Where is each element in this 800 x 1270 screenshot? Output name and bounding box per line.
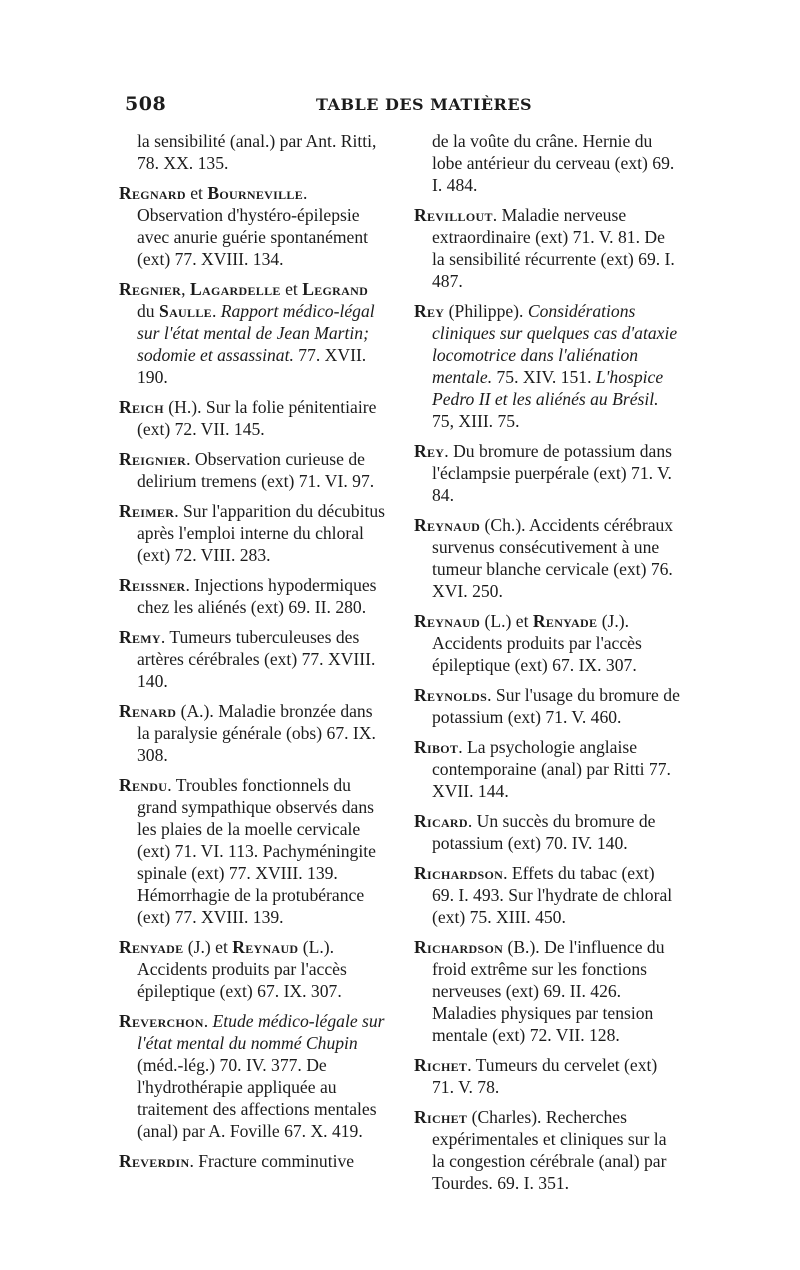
author-name: Regnard xyxy=(119,183,186,203)
author-name: Reynaud xyxy=(414,515,481,535)
index-entry xyxy=(119,130,389,174)
work-title: Considérations cliniques sur quelques cas d'ataxie locomotrice dans l'aliénation mentale. xyxy=(432,301,678,387)
author-name: Renyade xyxy=(119,937,184,957)
index-entry xyxy=(119,448,389,492)
index-entry xyxy=(414,514,680,602)
entry-text: (méd.-lég.) 70. IV. 377. De l'hydrothérapie appliquée au traitement des affections mentales (anal) par A. Foville 67. X. 419. xyxy=(137,1055,377,1141)
entry-text: et xyxy=(185,183,208,203)
entry-text: . Fracture comminutive xyxy=(189,1151,355,1171)
author-name: Bourneville xyxy=(207,183,304,203)
index-entry xyxy=(414,440,680,506)
index-entry xyxy=(119,774,389,928)
entry-text: de la voûte du crâne. Hernie du lobe antérieur du cerveau (ext) 69. I. 484. xyxy=(432,131,675,195)
entry-text: (Charles). Recherches expérimentales et cliniques sur la la congestion cérébrale (anal) par Tourdes. 69. I. 351. xyxy=(432,1107,667,1193)
entry-text: 75, XIII. 75. xyxy=(432,411,520,431)
left-column xyxy=(119,130,389,1180)
author-name: Renyade xyxy=(532,611,598,631)
author-name: Richardson xyxy=(414,863,504,883)
entry-text: (H.). Sur la folie pénitentiaire (ext) 72. VII. 145. xyxy=(137,397,377,439)
index-entry xyxy=(119,936,389,1002)
author-name: Revillout xyxy=(414,205,493,225)
author-name: Rendu xyxy=(119,775,168,795)
entry-text: (A.). Maladie bronzée dans la paralysie générale (obs) 67. IX. 308. xyxy=(137,701,376,765)
work-title: Etude médico-légale sur l'état mental du nommé Chupin xyxy=(137,1011,385,1053)
author-name: Reissner xyxy=(119,575,186,595)
entry-text: . Tumeurs tuberculeuses des artères cérébrales (ext) 77. XVIII. 140. xyxy=(137,627,376,691)
index-entry xyxy=(414,936,680,1046)
entry-text: . Observation d'hystéro-épilepsie avec anurie guérie spontanément (ext) 77. XVIII. 134. xyxy=(137,183,369,269)
entry-text: . Sur l'usage du bromure de potassium (ext) 71. V. 460. xyxy=(432,685,680,727)
entry-text: la sensibilité (anal.) par Ant. Ritti, 78. XX. 135. xyxy=(137,131,377,173)
index-entry xyxy=(414,1054,680,1098)
entry-text: (B.). De l'influence du froid extrême sur les fonctions nerveuses (ext) 69. II. 426. Maladies physiques par tension mentale (ext) 72. VII. 128. xyxy=(432,937,665,1045)
work-title: Rapport médico-légal sur l'état mental de Jean Martin; sodomie et assassinat. xyxy=(137,301,375,365)
entry-text: du xyxy=(137,301,159,321)
index-entry xyxy=(119,574,389,618)
entry-text: . Un succès du bromure de potassium (ext) 70. IV. 140. xyxy=(432,811,656,853)
entry-text: . Maladie nerveuse extraordinaire (ext) 71. V. 81. De la sensibilité récurrente (ext) 69. I. 487. xyxy=(432,205,675,291)
entry-text: 75. XIV. 151. xyxy=(492,367,596,387)
index-entry xyxy=(119,500,389,566)
author-name: Reimer xyxy=(119,501,175,521)
index-entry xyxy=(119,182,389,270)
author-name: Reynolds xyxy=(414,685,488,705)
right-column xyxy=(414,130,680,1202)
author-name: Ricard xyxy=(414,811,468,831)
entry-text: . Injections hypodermiques chez les aliénés (ext) 69. II. 280. xyxy=(137,575,377,617)
author-name: Richet xyxy=(414,1055,468,1075)
entry-text: . xyxy=(211,301,221,321)
author-name: Reynaud xyxy=(232,937,299,957)
entry-text: . Sur l'apparition du décubitus après l'emploi interne du chloral (ext) 72. VIII. 283. xyxy=(137,501,386,565)
index-entry xyxy=(119,700,389,766)
index-entry xyxy=(414,610,680,676)
index-entry xyxy=(414,684,680,728)
author-name: Legrand xyxy=(302,279,369,299)
author-name: Richet xyxy=(414,1107,468,1127)
author-name: Richardson xyxy=(414,937,504,957)
running-head: TABLE DES MATIÈRES xyxy=(316,95,533,114)
entry-text: . Troubles fonctionnels du grand sympathique observés dans les plaies de la moelle cervicale (ext) 71. VI. 113. Pachyméningite spinale (ext) 77. XVIII. 139. Hémorrhagie de la protubérance (ext) 77. XVIII. 139. xyxy=(137,775,376,927)
entry-text: , xyxy=(181,279,190,299)
author-name: Rey xyxy=(414,301,445,321)
work-title: L'hospice Pedro II et les aliénés au Brésil. xyxy=(432,367,664,409)
author-name: Saulle xyxy=(159,301,212,321)
entry-text: et xyxy=(280,279,303,299)
entry-text: . La psychologie anglaise contemporaine (anal) par Ritti 77. XVII. 144. xyxy=(432,737,671,801)
author-name: Regnier xyxy=(119,279,182,299)
index-entry xyxy=(414,130,680,196)
index-entry xyxy=(414,810,680,854)
author-name: Renard xyxy=(119,701,177,721)
author-name: Rey xyxy=(414,441,445,461)
entry-text: (L.) et xyxy=(480,611,533,631)
author-name: Reich xyxy=(119,397,164,417)
index-entry xyxy=(414,204,680,292)
entry-text: (J.) et xyxy=(183,937,233,957)
entry-text: . xyxy=(203,1011,213,1031)
entry-text: (L.). Accidents produits par l'accès épileptique (ext) 67. IX. 307. xyxy=(137,937,347,1001)
index-entry xyxy=(414,736,680,802)
index-entry xyxy=(119,1150,389,1172)
index-entry xyxy=(119,626,389,692)
author-name: Reverchon xyxy=(119,1011,204,1031)
entry-text: 77. XVII. 190. xyxy=(137,345,367,387)
entry-text: . Du bromure de potassium dans l'éclampsie puerpérale (ext) 71. V. 84. xyxy=(432,441,672,505)
author-name: Lagardelle xyxy=(189,279,281,299)
entry-text: . Observation curieuse de delirium tremens (ext) 71. VI. 97. xyxy=(137,449,375,491)
entry-text: (Philippe). xyxy=(444,301,528,321)
entry-text: . Tumeurs du cervelet (ext) 71. V. 78. xyxy=(432,1055,658,1097)
index-entry xyxy=(414,1106,680,1194)
index-entry xyxy=(414,862,680,928)
index-entry xyxy=(119,278,389,388)
author-name: Reignier xyxy=(119,449,187,469)
entry-text: (Ch.). Accidents cérébraux survenus consécutivement à une tumeur blanche cervicale (ext) 76. XVI. 250. xyxy=(432,515,674,601)
author-name: Reverdin xyxy=(119,1151,190,1171)
entry-text: (J.). Accidents produits par l'accès épileptique (ext) 67. IX. 307. xyxy=(432,611,642,675)
author-name: Remy xyxy=(119,627,161,647)
page-number: 508 xyxy=(125,93,167,115)
index-entry xyxy=(119,1010,389,1142)
entry-text: . Effets du tabac (ext) 69. I. 493. Sur l'hydrate de chloral (ext) 75. XIII. 450. xyxy=(432,863,673,927)
index-entry xyxy=(414,300,680,432)
author-name: Ribot xyxy=(414,737,459,757)
author-name: Reynaud xyxy=(414,611,481,631)
index-entry xyxy=(119,396,389,440)
